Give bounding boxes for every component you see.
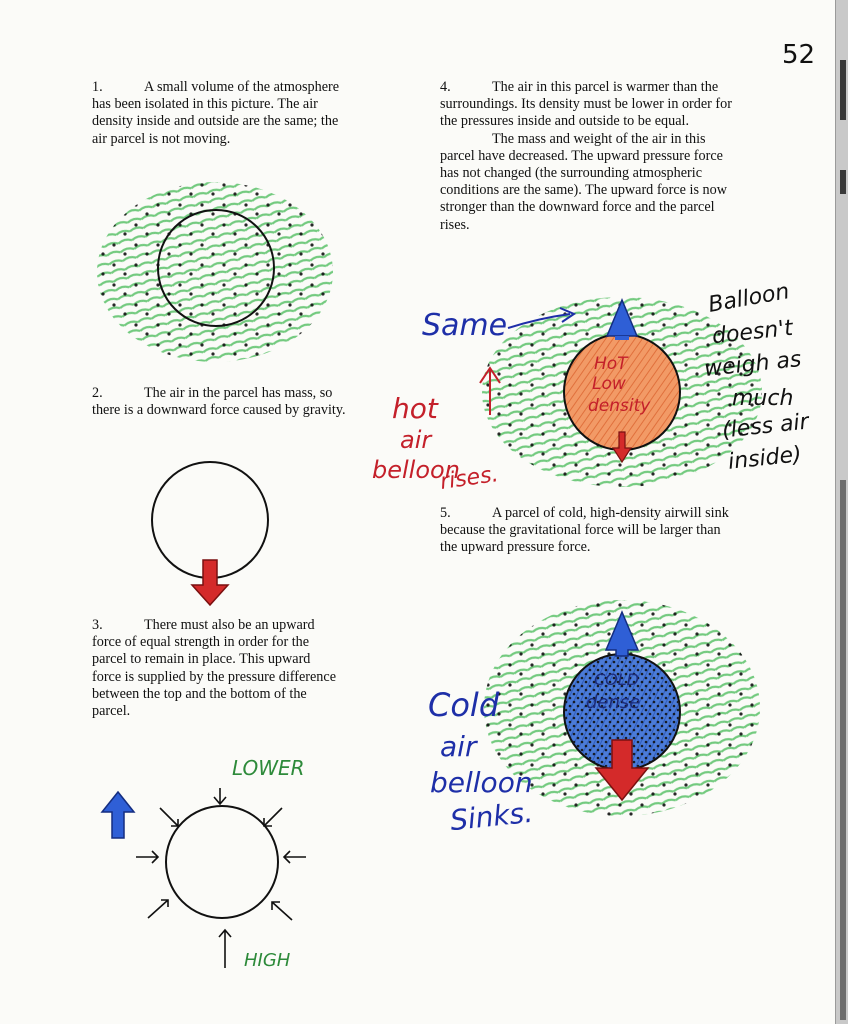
hot-inside-label: HoT (594, 354, 628, 374)
balloon-note-line-5: (less air (720, 409, 810, 444)
balloon-note-line-4: much (732, 386, 794, 411)
sinks-label: Sinks. (448, 795, 535, 838)
figure-2-parcel (152, 462, 268, 605)
scan-edge (835, 0, 848, 1024)
lower-pressure-label: LOWER (232, 756, 305, 780)
paragraph-number: 5. (440, 505, 451, 521)
downward-arrow-icon (192, 560, 228, 605)
balloon-note-line-2: doesn't (710, 315, 795, 350)
paragraph-number: 2. (92, 385, 103, 401)
same-label: Same (422, 308, 508, 343)
figure-1-parcel (97, 182, 333, 362)
paragraph-2 (92, 385, 350, 419)
rises-label: rises. (438, 462, 501, 495)
paragraph-4 (440, 79, 740, 234)
balloon-note-line-3: weigh as (702, 346, 803, 383)
paragraph-number: 4. (440, 79, 451, 95)
belloon-label: belloon (372, 456, 460, 484)
paragraph-5 (440, 505, 740, 557)
paragraph-text: There must also be an upward force of equal strength in order for the parcel to remain in place. This upward force is supplied by the pressure difference between the top and the bottom of the parcel. (92, 617, 336, 720)
upward-arrow-icon (102, 792, 134, 838)
paragraph-text-continued: The mass and weight of the air in this parcel have decreased. The upward pressure force has not changed (the surrounding atmospheric conditions are the same). The upward force is now stronger than the downward force and the parcel rises. (440, 130, 727, 233)
paragraph-text: A parcel of cold, high-density airwill sink because the gravitational force will be larger than the upward pressure force. (440, 505, 729, 556)
paragraph-3 (92, 617, 342, 720)
low-inside-label: Low (592, 374, 626, 394)
cold-label: Cold (428, 686, 500, 724)
paragraph-number: 1. (92, 79, 103, 95)
high-pressure-label: HIGH (244, 950, 291, 971)
density-inside-label: density (588, 396, 651, 416)
paragraph-text: The air in this parcel is warmer than the surroundings. Its density must be lower in order for the pressures inside and outside to be equal. (440, 79, 732, 130)
cold-belloon-label: belloon (430, 766, 533, 799)
paragraph-text: The air in the parcel has mass, so there is a downward force caused by gravity. (92, 385, 346, 419)
page-number: 52 (782, 40, 816, 70)
paragraph-number: 3. (92, 617, 103, 633)
cold-inside-label: COLD (594, 670, 639, 689)
pressure-arrows (136, 788, 306, 968)
figure-3-parcel (102, 788, 306, 968)
dense-inside-label: dense (586, 692, 641, 713)
paragraph-1 (92, 79, 350, 148)
balloon-note-line-6: inside) (726, 442, 803, 475)
air-label: air (400, 426, 432, 454)
balloon-note-line-1: Balloon (706, 279, 792, 318)
paragraph-text: A small volume of the atmosphere has been isolated in this picture. The air density inside and outside are the same; the air parcel is not moving. (92, 79, 340, 147)
hot-label: hot (392, 392, 438, 425)
cold-air-label: air (440, 730, 477, 763)
